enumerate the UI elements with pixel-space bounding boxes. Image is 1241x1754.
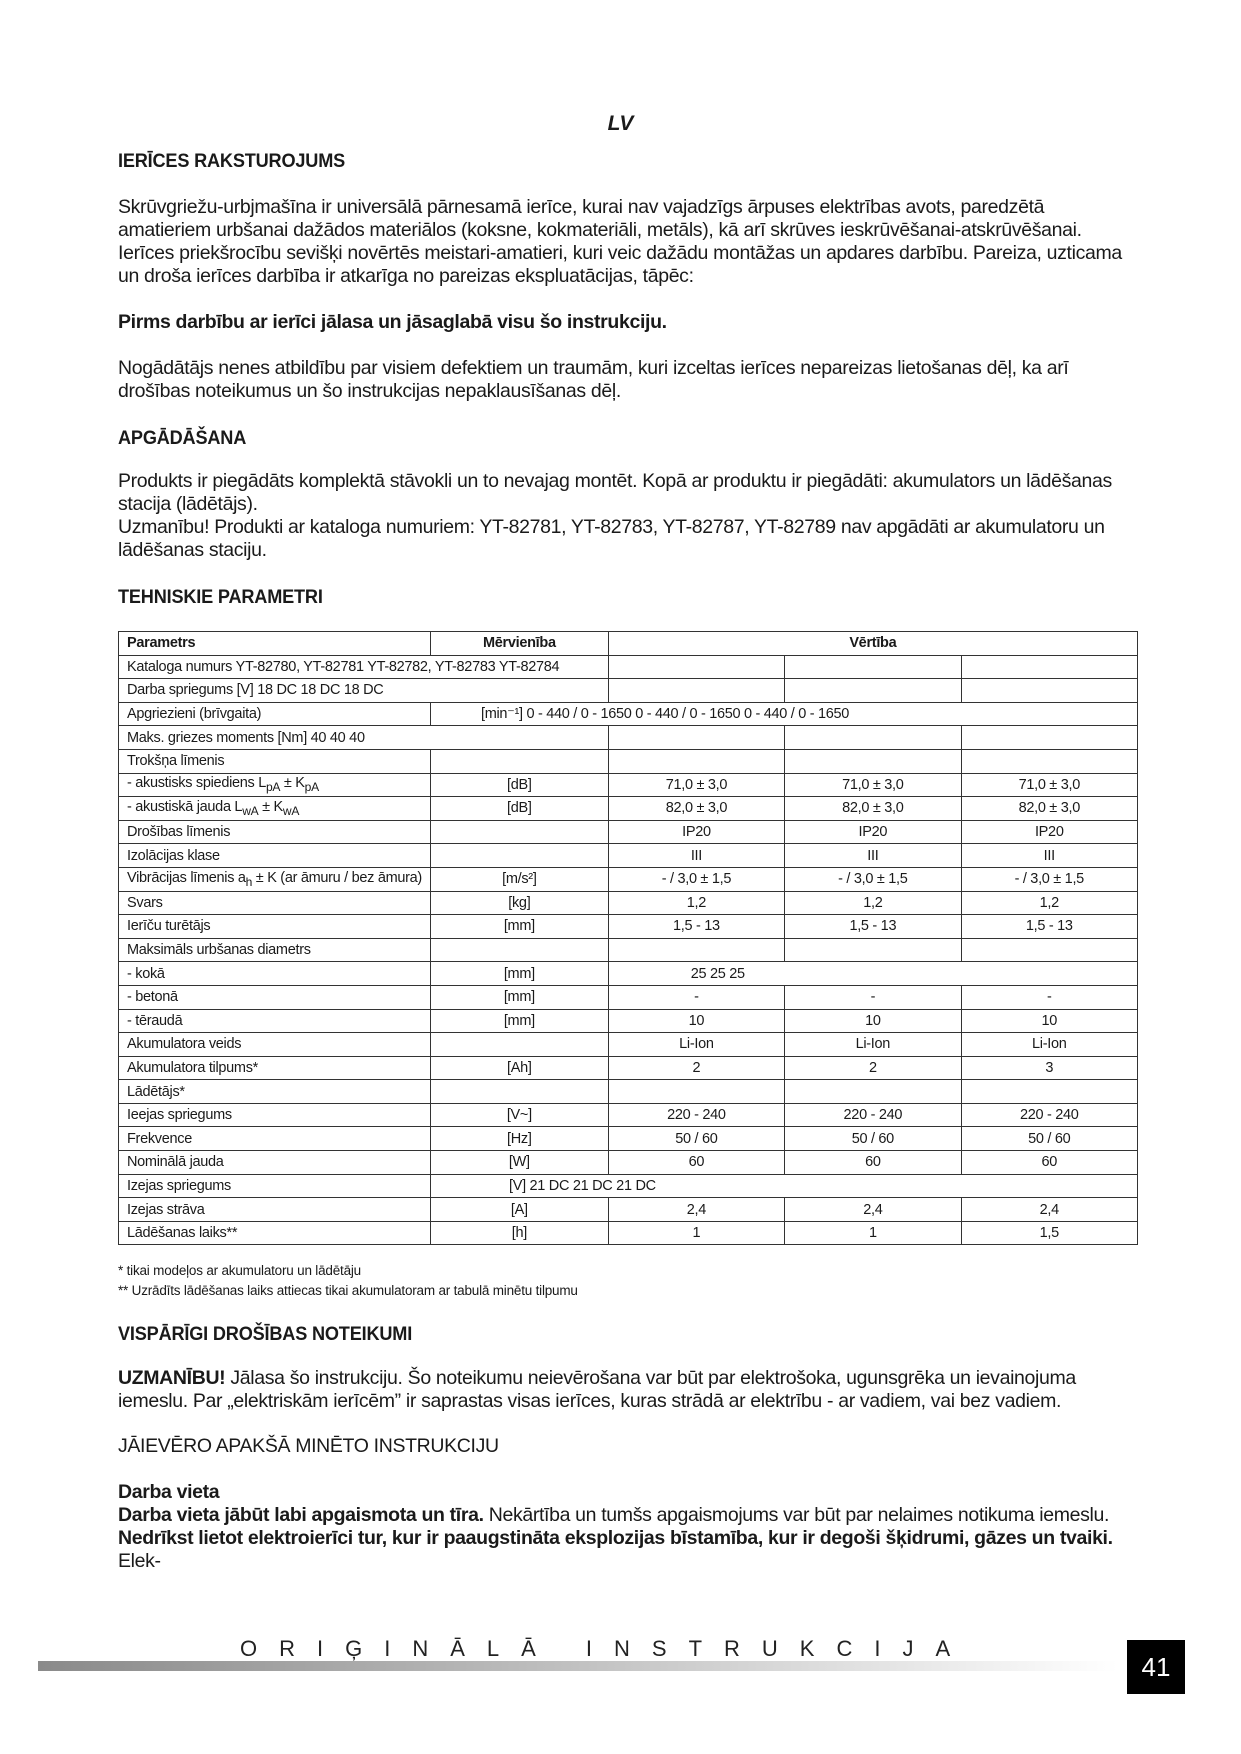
row-speed-values: [min⁻¹] 0 - 440 / 0 - 1650 0 - 440 / 0 - 1650 0 - 440 / 0 - 1650 [430, 702, 1137, 726]
row-charging-time: Lādēšanas laiks** [119, 1221, 431, 1245]
table-row: Akumulatora veids Li-Ion Li-Ion Li-Ion [119, 1033, 1138, 1057]
language-code: LV [607, 112, 634, 135]
footer-gradient-bar [38, 1661, 1118, 1671]
table-row [119, 702, 1138, 726]
table-row [119, 1080, 1138, 1104]
table-row: - kokā [mm] 25 25 25 [119, 962, 1138, 986]
row-output-voltage: Izejas spriegums [119, 1174, 431, 1198]
row-input-voltage: Ieejas spriegums [119, 1103, 431, 1127]
table-row [119, 655, 1138, 679]
table-row [119, 726, 1138, 750]
row-battery-type: Akumulatora veids [119, 1033, 431, 1057]
table-row: Drošības līmenis IP20 IP20 IP20 [119, 820, 1138, 844]
row-catalog-number: Kataloga numurs YT-82780, YT-82781 YT-82782, YT-82783 YT-82784 [119, 655, 609, 679]
footnote-1: * tikai modeļos ar akumulatoru un lādētāju [118, 1263, 361, 1279]
row-max-drilling: Maksimāls urbšanas diametrs [119, 938, 431, 962]
row-battery-capacity: Akumulatora tilpums* [119, 1056, 431, 1080]
subsection-workplace: Darba vieta [118, 1481, 220, 1504]
row-output-current: Izejas strāva [119, 1198, 431, 1222]
section-title-supply: APGĀDĀŠANA [118, 427, 247, 449]
table-row: Izejas spriegums [V] 21 DC 21 DC 21 DC [119, 1174, 1138, 1198]
row-vibration: Vibrācijas līmenis $a_h \pm K$ (ar āmuru / bez āmura) [119, 867, 431, 891]
row-concrete: - betonā [119, 985, 431, 1009]
table-row: Vibrācijas līmenis $a_h \pm K$ (ar āmuru / bez āmura) [m/s²] - / 3,0 ± 1,5 - / 3,0 ± 1,5 - / 3,0 ± 1,5 [119, 867, 1138, 891]
table-row: - betonā [mm] - - - [119, 985, 1138, 1009]
read-instructions-notice: Pirms darbību ar ierīci jālasa un jāsaglabā visu šo instrukciju. [118, 311, 667, 333]
page-number: 41 [1127, 1640, 1185, 1694]
section-title-technical: TEHNISKIE PARAMETRI [118, 586, 323, 608]
table-row: Izolācijas klase III III III [119, 844, 1138, 868]
workplace-line-1: Darba vieta jābūt labi apgaismota un tīra. Nekārtība un tumšs apgaismojums var būt par nelaimes notikuma iemeslu. [118, 1504, 1110, 1527]
table-row [119, 749, 1138, 773]
liability-paragraph: Nogādātājs nenes atbildību par visiem defektiem un traumām, kuri izceltas ierīces nepareizas lietošanas dēļ, ka arī drošības noteikumus un šo instrukcijas nepaklausīšanas dēļ. [118, 357, 1069, 402]
supply-warning: Uzmanību! Produkti ar kataloga numuriem: YT-82781, YT-82783, YT-82787, YT-82789 nav apgādāti ar akumulatoru un lādēšanas staciju. [118, 516, 1105, 561]
row-wood: - kokā [119, 962, 431, 986]
row-insulation-class: Izolācijas klase [119, 844, 431, 868]
row-torque: Maks. griezes moments [Nm] 40 40 40 [119, 726, 609, 750]
row-noise: Trokšņa līmenis [119, 749, 431, 773]
table-row: Svars [kg] 1,2 1,2 1,2 [119, 891, 1138, 915]
workplace-line-2: Nedrīkst lietot elektroierīci tur, kur ir paaugstināta eksplozijas bīstamība, kur ir degoši šķidrumi, gāzes un tvaiki. Elek- [118, 1527, 1113, 1573]
observe-instructions: JĀIEVĒRO APAKŠĀ MINĒTO INSTRUKCIJU [118, 1435, 499, 1458]
row-frequency: Frekvence [119, 1127, 431, 1151]
safety-warning-paragraph: UZMANĪBU! Jālasa šo instrukciju. Šo noteikumu neievērošana var būt par elektrošoka, ugunsgrēka un ievainojuma iemeslu. Par „elektriskām ierīcēm” ir saprastas visas ierīces, kuras strādā ar elektrību - ar vadiem, vai bez vadiem. [118, 1367, 1076, 1413]
table-row: - akustiskā jauda $L_{wA} \pm K_{wA}$ [dB] 82,0 ± 3,0 82,0 ± 3,0 82,0 ± 3,0 [119, 797, 1138, 821]
section-title-description: IERĪCES RAKSTUROJUMS [118, 150, 346, 172]
table-row: - akustisks spiediens $L_{pA} \pm K_{pA}$ [dB] 71,0 ± 3,0 71,0 ± 3,0 71,0 ± 3,0 [119, 773, 1138, 797]
header-parameter: Parametrs [119, 632, 431, 656]
row-speed-label: Apgriezieni (brīvgaita) [119, 702, 431, 726]
page-content [118, 150, 1138, 1573]
row-sound-pressure: - akustisks spiediens $L_{pA} \pm K_{pA}$ [119, 773, 431, 797]
table-row: Ieejas spriegums [V~] 220 - 240 220 - 240 220 - 240 [119, 1103, 1138, 1127]
header-value: Vērtība [608, 632, 1137, 656]
description-paragraph: Skrūvgriežu-urbjmašīna ir universālā pārnesamā ierīce, kurai nav vajadzīgs ārpuses elektrības avots, paredzētā amatieriem urbšanai dažādos materiālos (koksne, kokmateriāli, metāls), kā arī skrūves ieskrūvēšanai-atskrūvēšanai. Ierīces priekšrocību sevišķi novērtēs meistari-amatieri, kuri veic dažādu montāžas un apdares darbību. Pareiza, uzticama un droša ierīces darbība ir atkarīga no pareizas ekspluatācijas, tāpēc: [118, 196, 1122, 287]
table-row [119, 679, 1138, 703]
table-row [119, 938, 1138, 962]
row-voltage: Darba spriegums [V] 18 DC 18 DC 18 DC [119, 679, 609, 703]
table-row: Lādēšanas laiks** [h] 1 1 1,5 [119, 1221, 1138, 1245]
table-row: Nominālā jauda [W] 60 60 60 [119, 1151, 1138, 1175]
footnote-2: ** Uzrādīts lādēšanas laiks attiecas tikai akumulatoram ar tabulā minētu tilpumu [118, 1283, 578, 1299]
row-sound-power: - akustiskā jauda $L_{wA} \pm K_{wA}$ [119, 797, 431, 821]
table-header-row [119, 632, 1138, 656]
section-title-safety: VISPĀRĪGI DROŠĪBAS NOTEIKUMI [118, 1323, 413, 1346]
table-row: Akumulatora tilpums* [Ah] 2 2 3 [119, 1056, 1138, 1080]
technical-parameters-table [118, 631, 1138, 1245]
table-row: Frekvence [Hz] 50 / 60 50 / 60 50 / 60 [119, 1127, 1138, 1151]
row-protection-level: Drošības līmenis [119, 820, 431, 844]
footer-original-instruction: ORIĢINĀLĀ INSTRUKCIJA [240, 1636, 973, 1661]
row-chuck: Ierīču turētājs [119, 915, 431, 939]
row-weight: Svars [119, 891, 431, 915]
row-rated-power: Nominālā jauda [119, 1151, 431, 1175]
header-unit: Mērvienība [430, 632, 608, 656]
table-row: Izejas strāva [A] 2,4 2,4 2,4 [119, 1198, 1138, 1222]
table-row: Ierīču turētājs [mm] 1,5 - 13 1,5 - 13 1,5 - 13 [119, 915, 1138, 939]
table-row: - tēraudā [mm] 10 10 10 [119, 1009, 1138, 1033]
supply-paragraph: Produkts ir piegādāts komplektā stāvokli un to nevajag montēt. Kopā ar produktu ir piegādāti: akumulators un lādēšanas stacija (lādētājs). [118, 470, 1112, 515]
row-steel: - tēraudā [119, 1009, 431, 1033]
row-charger: Lādētājs* [119, 1080, 431, 1104]
warning-label: UZMANĪBU! [118, 1367, 226, 1390]
